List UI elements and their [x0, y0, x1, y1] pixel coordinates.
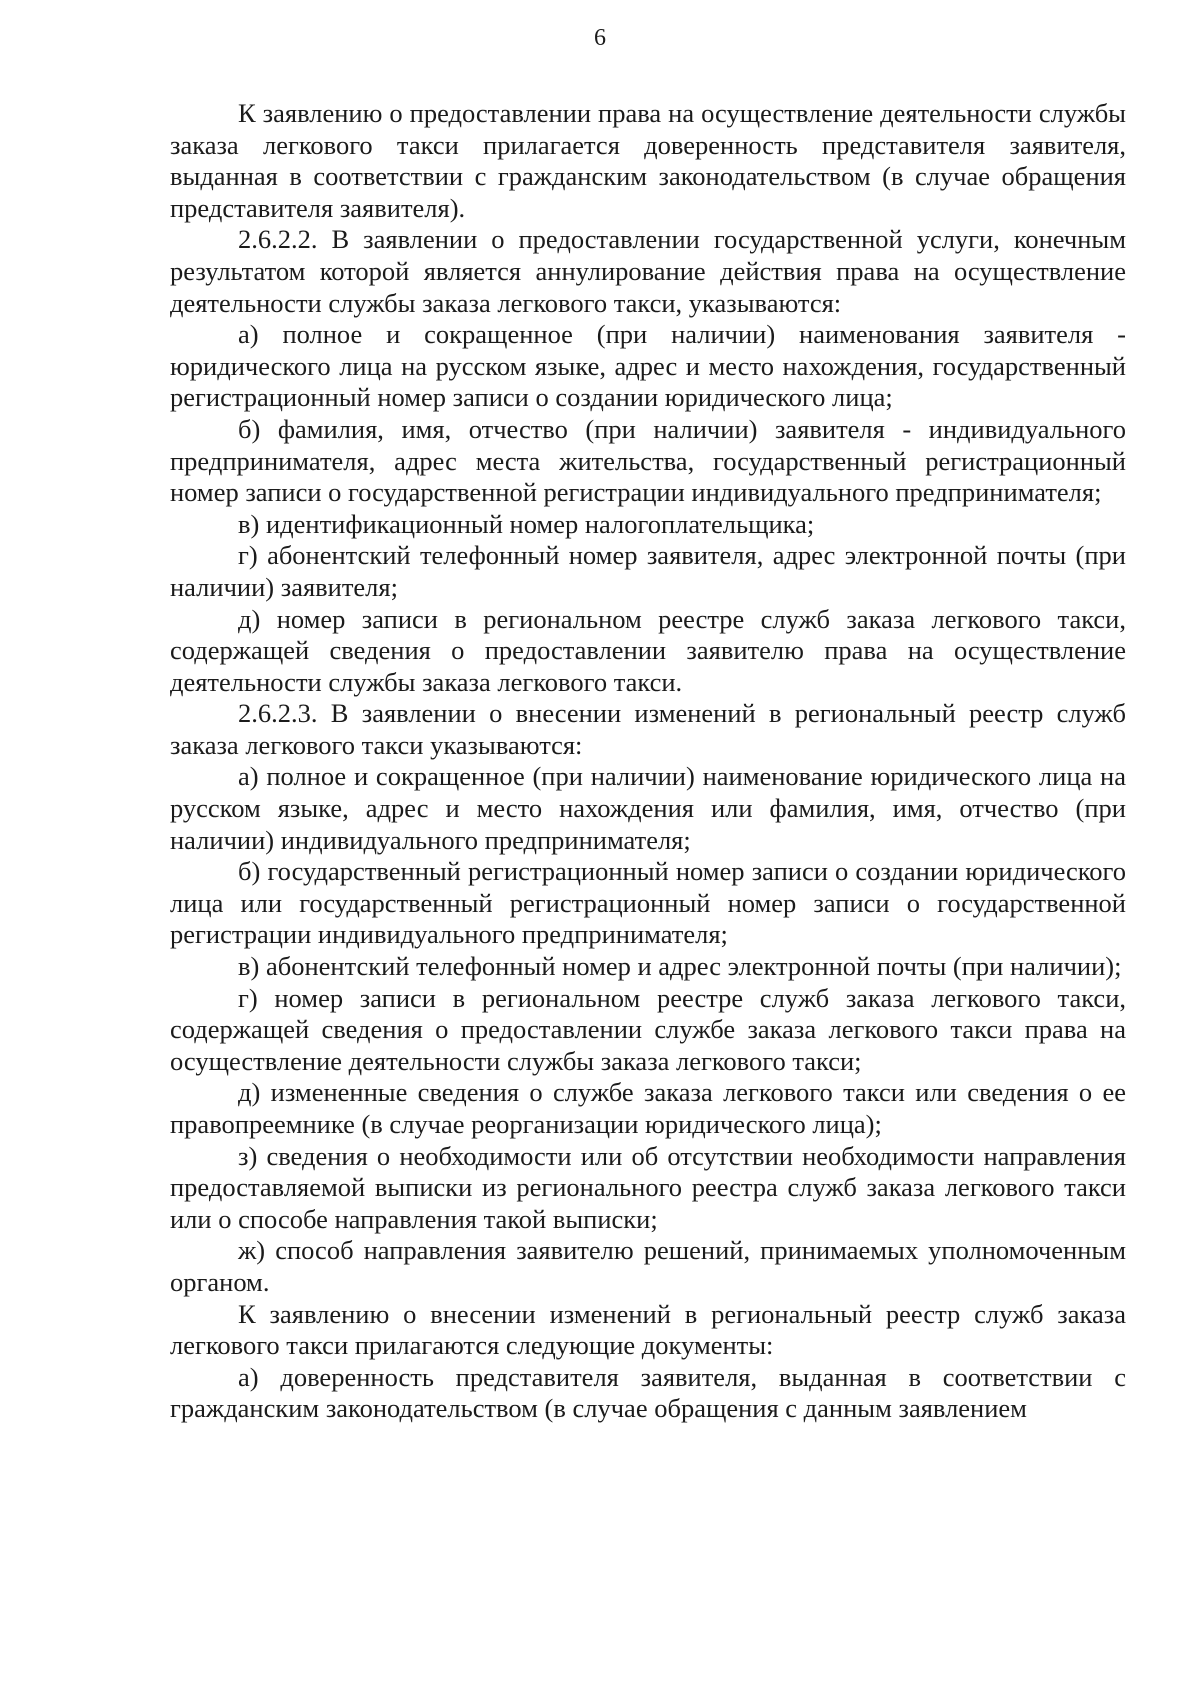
list-item-b-registration-number: б) государственный регистрационный номер записи о создании юридического лица или государственный регистрационный номер записи о государственной регистрации индивидуального предпринимателя; [170, 856, 1126, 950]
list-item-g-registry-record: г) номер записи в региональном реестре служб заказа легкового такси, содержащей сведения о предоставлении службе заказа легкового такси права на осуществление деятельности службы заказа легкового такси; [170, 982, 1126, 1076]
paragraph-attached-documents: К заявлению о внесении изменений в региональный реестр служб заказа легкового такси прилагаются следующие документы: [170, 1298, 1126, 1361]
list-item-d-changed-info: д) измененные сведения о службе заказа легкового такси или сведения о ее правопреемнике (в случае реорганизации юридического лица); [170, 1077, 1126, 1139]
list-item-zh-decision-delivery: ж) способ направления заявителю решений, принимаемых уполномоченным органом. [170, 1235, 1126, 1297]
list-item-a-legal-entity-name: а) полное и сокращенное (при наличии) наименования заявителя - юридического лица на русском языке, адрес и место нахождения, государственный регистрационный номер записи о создании юридического лица; [170, 319, 1126, 413]
list-item-d-registry-record: д) номер записи в региональном реестре служб заказа легкового такси, содержащей сведения о предоставлении заявителю права на осуществление деятельности службы заказа легкового такси. [170, 603, 1126, 697]
list-item-b-entrepreneur-name: б) фамилия, имя, отчество (при наличии) заявителя - индивидуального предпринимателя, адрес места жительства, государственный регистрационный номер записи о государственной регистрации индивидуального предпринимателя; [170, 413, 1126, 508]
list-item-z-extract-delivery: з) сведения о необходимости или об отсутствии необходимости направления предоставляемой выписки из регионального реестра служб заказа легкового такси или о способе направления такой выписки; [170, 1140, 1126, 1234]
document-body [170, 98, 1126, 1425]
paragraph-2-6-2-2: 2.6.2.2. В заявлении о предоставлении государственной услуги, конечным результатом которой является аннулирование действия права на осуществление деятельности службы заказа легкового такси, указываются: [170, 224, 1126, 318]
paragraph-attachment-power-of-attorney: К заявлению о предоставлении права на осуществление деятельности службы заказа легкового такси прилагается доверенность представителя заявителя, выданная в соответствии с гражданским законодательством (в случае обращения представителя заявителя). [170, 98, 1126, 223]
paragraph-2-6-2-3: 2.6.2.3. В заявлении о внесении изменений в региональный реестр служб заказа легкового такси указываются: [170, 698, 1126, 760]
page-number: 6 [594, 25, 606, 51]
list-item-a-power-of-attorney: а) доверенность представителя заявителя, выданная в соответствии с гражданским законодательством (в случае обращения с данным заявлением [170, 1361, 1126, 1424]
list-item-a-name-address: а) полное и сокращенное (при наличии) наименование юридического лица на русском языке, адрес и место нахождения или фамилия, имя, отчество (при наличии) индивидуального предпринимателя; [170, 761, 1126, 855]
list-item-v-taxpayer-id: в) идентификационный номер налогоплательщика; [238, 508, 815, 539]
list-item-g-phone-email: г) абонентский телефонный номер заявителя, адрес электронной почты (при наличии) заявителя; [170, 540, 1126, 602]
list-item-v-phone-email: в) абонентский телефонный номер и адрес электронной почты (при наличии); [238, 951, 1122, 982]
